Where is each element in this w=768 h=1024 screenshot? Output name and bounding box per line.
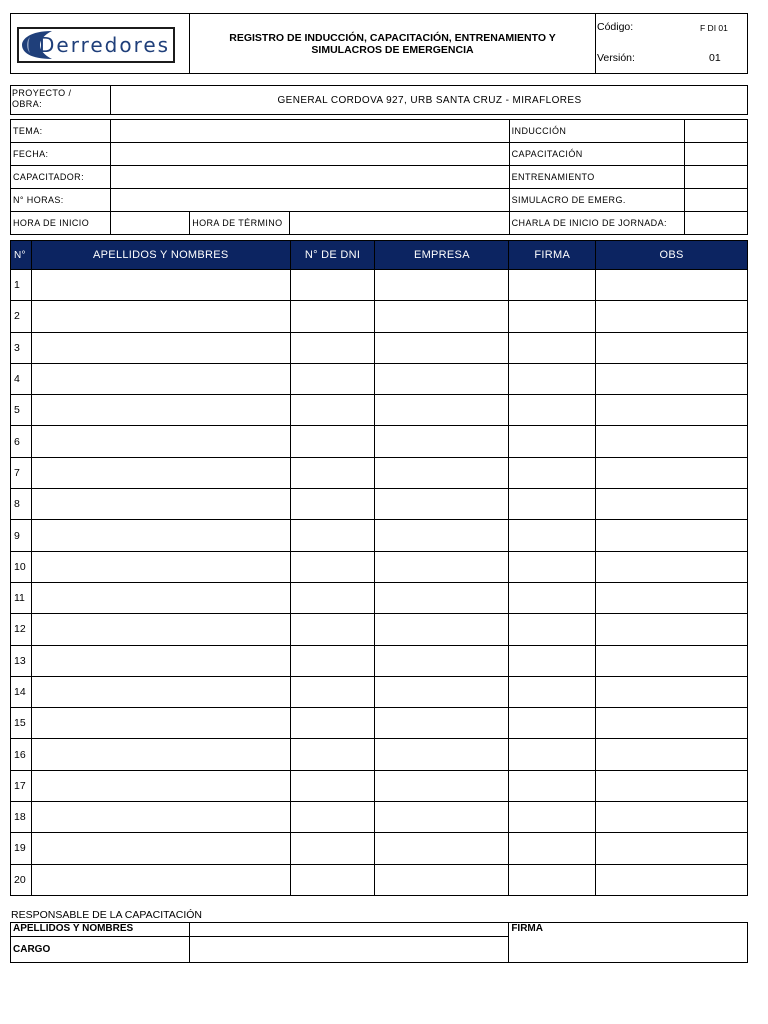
table-row	[11, 582, 748, 613]
names-cell[interactable]	[31, 489, 290, 520]
document-title-cell	[190, 13, 596, 74]
names-cell[interactable]	[31, 426, 290, 457]
dni-cell[interactable]	[290, 363, 375, 394]
names-cell[interactable]	[31, 270, 290, 301]
logo-text: Derredores	[39, 33, 171, 57]
obs-cell[interactable]	[596, 395, 748, 426]
empresa-cell[interactable]	[375, 802, 509, 833]
col-header-number: N°	[11, 241, 32, 270]
obs-cell[interactable]	[596, 520, 748, 551]
dni-cell[interactable]	[290, 332, 375, 363]
responsible-table	[10, 922, 748, 963]
empresa-cell[interactable]	[375, 332, 509, 363]
tema-field[interactable]	[111, 120, 510, 143]
row-number: 2	[11, 301, 32, 332]
row-number: 19	[11, 833, 32, 864]
info-table	[10, 119, 748, 235]
row-number: 4	[11, 363, 32, 394]
obs-cell[interactable]	[596, 551, 748, 582]
attendance-header-row	[11, 241, 748, 270]
firma-cell[interactable]	[509, 520, 596, 551]
table-row	[11, 551, 748, 582]
obs-cell[interactable]	[596, 645, 748, 676]
document-title: REGISTRO DE INDUCCIÓN, CAPACITACIÓN, ENTRENAMIENTO Y SIMULACROS DE EMERGENCIA	[229, 31, 556, 56]
firma-cell[interactable]	[509, 457, 596, 488]
names-cell[interactable]	[31, 708, 290, 739]
obs-cell[interactable]	[596, 770, 748, 801]
row-number: 6	[11, 426, 32, 457]
simulacro-field[interactable]	[684, 189, 747, 212]
firma-cell[interactable]	[509, 833, 596, 864]
entrenamiento-field[interactable]	[684, 166, 747, 189]
names-cell[interactable]	[31, 864, 290, 895]
col-header-empresa: EMPRESA	[375, 241, 509, 270]
version-label: Versión:	[597, 52, 635, 64]
obs-cell[interactable]	[596, 864, 748, 895]
names-cell[interactable]	[31, 582, 290, 613]
row-number: 3	[11, 332, 32, 363]
table-row	[11, 739, 748, 770]
firma-cell[interactable]	[509, 739, 596, 770]
names-cell[interactable]	[31, 802, 290, 833]
row-number: 20	[11, 864, 32, 895]
row-number: 10	[11, 551, 32, 582]
dni-cell[interactable]	[290, 708, 375, 739]
table-row	[11, 363, 748, 394]
responsible-names-field[interactable]	[189, 923, 509, 937]
row-number: 14	[11, 676, 32, 707]
firma-cell[interactable]	[509, 676, 596, 707]
table-row	[11, 426, 748, 457]
responsible-cargo-label: CARGO	[11, 937, 190, 963]
capacitacion-field[interactable]	[684, 143, 747, 166]
dni-cell[interactable]	[290, 864, 375, 895]
empresa-cell[interactable]	[375, 770, 509, 801]
obs-cell[interactable]	[596, 582, 748, 613]
row-number: 13	[11, 645, 32, 676]
obs-cell[interactable]	[596, 363, 748, 394]
empresa-cell[interactable]	[375, 864, 509, 895]
row-number: 11	[11, 582, 32, 613]
table-row	[11, 864, 748, 895]
fecha-field[interactable]	[111, 143, 510, 166]
row-number: 7	[11, 457, 32, 488]
dni-cell[interactable]	[290, 301, 375, 332]
dni-cell[interactable]	[290, 833, 375, 864]
dni-cell[interactable]	[290, 770, 375, 801]
col-header-firma: FIRMA	[509, 241, 596, 270]
names-cell[interactable]	[31, 676, 290, 707]
dni-cell[interactable]	[290, 739, 375, 770]
row-number: 18	[11, 802, 32, 833]
names-cell[interactable]	[31, 301, 290, 332]
obs-cell[interactable]	[596, 332, 748, 363]
table-row	[11, 457, 748, 488]
table-row	[11, 833, 748, 864]
dni-cell[interactable]	[290, 645, 375, 676]
row-number: 12	[11, 614, 32, 645]
code-value: F DI 01	[700, 23, 728, 33]
table-row	[11, 770, 748, 801]
obs-cell[interactable]	[596, 802, 748, 833]
names-cell[interactable]	[31, 645, 290, 676]
dni-cell[interactable]	[290, 551, 375, 582]
code-label: Código:	[597, 21, 634, 33]
firma-cell[interactable]	[509, 802, 596, 833]
firma-cell[interactable]	[509, 301, 596, 332]
capacitador-label: CAPACITADOR:	[11, 166, 111, 189]
firma-cell[interactable]	[509, 489, 596, 520]
hora-termino-label: HORA DE TÉRMINO	[190, 212, 290, 235]
obs-cell[interactable]	[596, 833, 748, 864]
table-row	[11, 676, 748, 707]
col-header-names: APELLIDOS Y NOMBRES	[31, 241, 290, 270]
version-value: 01	[709, 52, 721, 64]
project-value: GENERAL CORDOVA 927, URB SANTA CRUZ - MIRAFLORES	[277, 94, 582, 106]
names-cell[interactable]	[31, 614, 290, 645]
names-cell[interactable]	[31, 332, 290, 363]
horas-label: N° HORAS:	[11, 189, 111, 212]
table-row	[11, 708, 748, 739]
table-row	[11, 395, 748, 426]
firma-cell[interactable]	[509, 363, 596, 394]
obs-cell[interactable]	[596, 708, 748, 739]
names-cell[interactable]	[31, 833, 290, 864]
firma-cell[interactable]	[509, 332, 596, 363]
responsible-names-label: APELLIDOS Y NOMBRES	[11, 923, 190, 937]
dni-cell[interactable]	[290, 457, 375, 488]
empresa-cell[interactable]	[375, 270, 509, 301]
names-cell[interactable]	[31, 739, 290, 770]
empresa-cell[interactable]	[375, 833, 509, 864]
empresa-cell[interactable]	[375, 520, 509, 551]
dni-cell[interactable]	[290, 582, 375, 613]
attendance-table	[10, 240, 748, 896]
table-row	[11, 489, 748, 520]
row-number: 15	[11, 708, 32, 739]
empresa-cell[interactable]	[375, 457, 509, 488]
obs-cell[interactable]	[596, 426, 748, 457]
table-row	[11, 520, 748, 551]
capacitacion-label: CAPACITACIÓN	[509, 143, 684, 166]
col-header-obs: OBS	[596, 241, 748, 270]
obs-cell[interactable]	[596, 489, 748, 520]
obs-cell[interactable]	[596, 301, 748, 332]
responsible-cargo-field[interactable]	[189, 937, 509, 963]
capacitador-field[interactable]	[111, 166, 510, 189]
table-row	[11, 645, 748, 676]
firma-cell[interactable]	[509, 708, 596, 739]
table-row	[11, 270, 748, 301]
row-number: 1	[11, 270, 32, 301]
firma-cell[interactable]	[509, 426, 596, 457]
induccion-field[interactable]	[684, 120, 747, 143]
project-label: PROYECTO / OBRA:	[12, 88, 72, 109]
col-header-dni: N° DE DNI	[290, 241, 375, 270]
responsible-firma-label[interactable]: FIRMA	[509, 923, 748, 963]
firma-cell[interactable]	[509, 614, 596, 645]
obs-cell[interactable]	[596, 739, 748, 770]
empresa-cell[interactable]	[375, 395, 509, 426]
dni-cell[interactable]	[290, 802, 375, 833]
empresa-cell[interactable]	[375, 551, 509, 582]
firma-cell[interactable]	[509, 645, 596, 676]
tema-label: TEMA:	[11, 120, 111, 143]
names-cell[interactable]	[31, 551, 290, 582]
table-row	[11, 332, 748, 363]
firma-cell[interactable]	[509, 770, 596, 801]
empresa-cell[interactable]	[375, 489, 509, 520]
table-row	[11, 802, 748, 833]
empresa-cell[interactable]	[375, 708, 509, 739]
dni-cell[interactable]	[290, 676, 375, 707]
induccion-label: INDUCCIÓN	[509, 120, 684, 143]
empresa-cell[interactable]	[375, 645, 509, 676]
charla-label: CHARLA DE INICIO DE JORNADA:	[509, 212, 684, 235]
dni-cell[interactable]	[290, 395, 375, 426]
firma-cell[interactable]	[509, 582, 596, 613]
names-cell[interactable]	[31, 770, 290, 801]
dni-cell[interactable]	[290, 520, 375, 551]
hora-inicio-label: HORA DE INICIO	[11, 212, 111, 235]
dni-cell[interactable]	[290, 614, 375, 645]
hora-inicio-field[interactable]	[111, 212, 190, 235]
table-row	[11, 614, 748, 645]
row-number: 16	[11, 739, 32, 770]
row-number: 17	[11, 770, 32, 801]
dni-cell[interactable]	[290, 426, 375, 457]
firma-cell[interactable]	[509, 395, 596, 426]
row-number: 9	[11, 520, 32, 551]
firma-cell[interactable]	[509, 864, 596, 895]
table-row	[11, 301, 748, 332]
obs-cell[interactable]	[596, 270, 748, 301]
empresa-cell[interactable]	[375, 614, 509, 645]
empresa-cell[interactable]	[375, 582, 509, 613]
empresa-cell[interactable]	[375, 739, 509, 770]
obs-cell[interactable]	[596, 676, 748, 707]
empresa-cell[interactable]	[375, 676, 509, 707]
firma-cell[interactable]	[509, 270, 596, 301]
company-logo	[17, 27, 175, 63]
firma-cell[interactable]	[509, 551, 596, 582]
charla-field[interactable]	[684, 212, 747, 235]
obs-cell[interactable]	[596, 457, 748, 488]
horas-field[interactable]	[111, 189, 510, 212]
names-cell[interactable]	[31, 395, 290, 426]
entrenamiento-label: ENTRENAMIENTO	[509, 166, 684, 189]
dni-cell[interactable]	[290, 489, 375, 520]
names-cell[interactable]	[31, 520, 290, 551]
dni-cell[interactable]	[290, 270, 375, 301]
logo-cell	[10, 13, 190, 74]
empresa-cell[interactable]	[375, 426, 509, 457]
row-number: 8	[11, 489, 32, 520]
empresa-cell[interactable]	[375, 301, 509, 332]
responsible-title: RESPONSABLE DE LA CAPACITACIÓN	[11, 909, 202, 921]
fecha-label: FECHA:	[11, 143, 111, 166]
simulacro-label: SIMULACRO DE EMERG.	[509, 189, 684, 212]
row-number: 5	[11, 395, 32, 426]
names-cell[interactable]	[31, 457, 290, 488]
obs-cell[interactable]	[596, 614, 748, 645]
hora-termino-field[interactable]	[290, 212, 509, 235]
empresa-cell[interactable]	[375, 363, 509, 394]
names-cell[interactable]	[31, 363, 290, 394]
